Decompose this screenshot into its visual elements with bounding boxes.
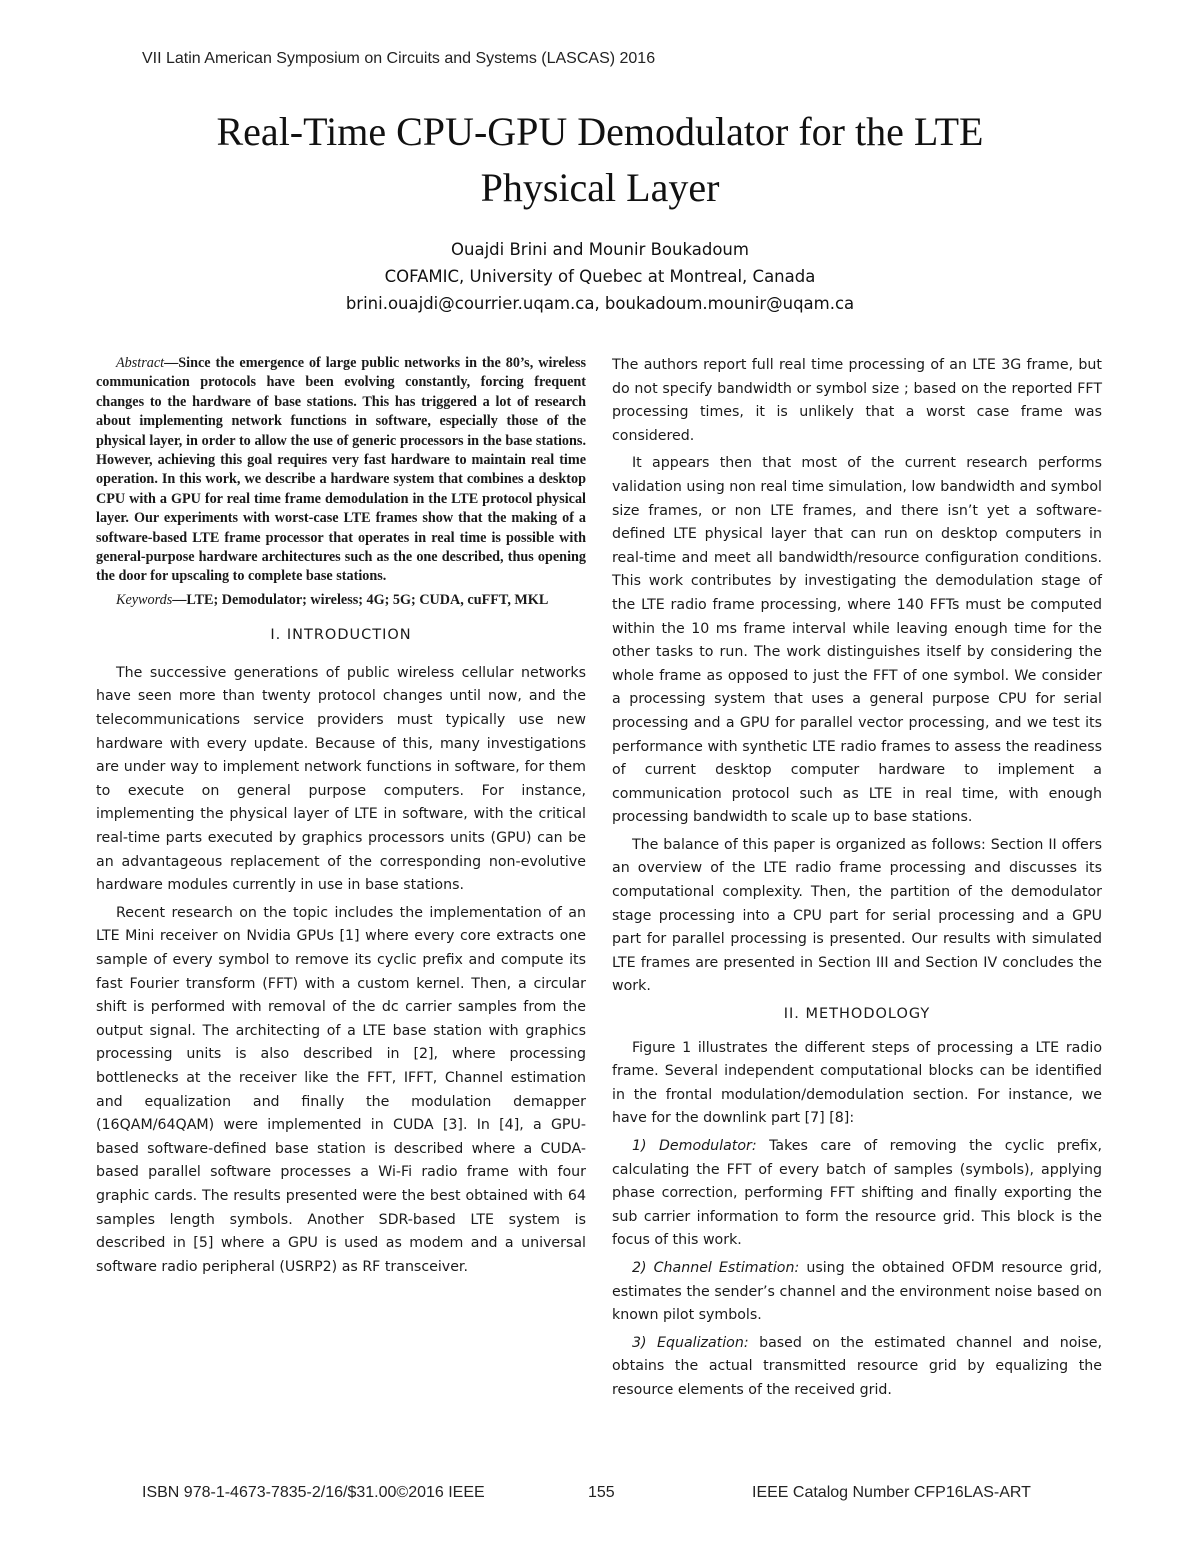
intro-paragraph-2: Recent research on the topic includes the implementation of an LTE Mini receiver on Nvidia GPUs [1] where every core extracts one sample of every symbol to remove its cyclic prefix and compute its fast Fourier transform (FFT) with a custom kernel. Then, a circular shift is performed with removal of the dc carrier samples from the output signal. The architecting of a LTE base station with graphics processing units is also described in [2], where processing bottlenecks at the receiver like the FFT, IFFT, Channel estimation and equalization and finally the modulation demapper (16QAM/64QAM) were implemented in CUDA [3]. In [4], a GPU-based software-defined base station is described where a CUDA-based parallel software processes a Wi-Fi radio frame with four graphic cards. The results presented were the best obtained with 64 samples length symbols. Another SDR-based LTE system is described in [5] where a GPU is used as modem and a universal software radio peripheral (USRP2) as RF transceiver. — [96, 904, 586, 1275]
list-item-demodulator — [612, 1135, 1102, 1253]
title-line-2: Physical Layer — [480, 165, 720, 210]
intro-paragraph-5: The balance of this paper is organized as follows: Section II offers an overview of the LTE radio frame processing and discusses its computational complexity. Then, the partition of the demodulator stage processing into a CPU part for serial processing and a GPU part for parallel processing is presented. Our results with simulated LTE frames are presented in Section III and Section IV concludes the work. — [612, 836, 1102, 995]
keywords-label: Keywords — [116, 591, 173, 608]
intro-paragraph-1: The successive generations of public wireless cellular networks have seen more than twenty protocol changes until now, and the telecommunications service providers must typically use new hardware with every update. Because of this, many investigations are under way to implement network functions in software, for them to execute on general purpose computers. For instance, implementing the physical layer of LTE in software, with the critical real-time parts executed by graphics processors units (GPU) can be an advantageous replacement of the corresponding non-evolutive hardware modules currently in use in base stations. — [96, 664, 586, 894]
abstract-label: Abstract — [116, 355, 165, 371]
footer-catalog-number: IEEE Catalog Number CFP16LAS-ART — [752, 1484, 1031, 1501]
methodology-paragraph-1: Figure 1 illustrates the different steps of processing a LTE radio frame. Several independent computational blocks can be identified in the frontal modulation/demodulation section. For instance, we have for the downlink part [7] [8]: — [612, 1039, 1102, 1127]
right-column — [612, 354, 1102, 1407]
author-block — [0, 236, 1200, 317]
section-heading-introduction: I. INTRODUCTION — [270, 627, 412, 644]
abstract-text: —Since the emergence of large public networks in the 80’s, wireless communication protocols have been evolving constantly, forcing frequent changes to the hardware of base stations. This has triggered a lot of research about implementing network functions in software, especially those of the physical layer, in order to allow the use of generic processors in the base stations. However, achieving this goal requires very fast hardware to maintain real time operation. In this work, we describe a hardware system that combines a desktop CPU with a GPU for real time frame demodulation in the LTE protocol physical layer. Our experiments with worst-case LTE frames show that the making of a software-based LTE frame processor that operates in real time is possible with general-purpose hardware architectures such as the one described, thus opening the door for upscaling to complete base stations. — [96, 355, 586, 585]
list-item-equalization — [612, 1332, 1102, 1403]
list-item-label: 1) Demodulator: — [632, 1138, 757, 1154]
list-item-label: 2) Channel Estimation: — [632, 1259, 800, 1276]
footer-page-number: 155 — [588, 1484, 615, 1501]
keywords-text: —LTE; Demodulator; wireless; 4G; 5G; CUDA, cuFFT, MKL — [172, 591, 549, 608]
section-heading-methodology: II. METHODOLOGY — [783, 1006, 931, 1023]
paper-title — [60, 104, 1140, 216]
list-item-label: 3) Equalization: — [632, 1334, 749, 1351]
keywords — [96, 591, 586, 610]
footer-isbn: ISBN 978-1-4673-7835-2/16/$31.00©2016 IEEE — [142, 1484, 485, 1501]
title-line-1: Real-Time CPU-GPU Demodulator for the LTE — [216, 109, 984, 154]
author-emails: brini.ouajdi@courrier.uqam.ca, boukadoum.mounir@uqam.ca — [345, 294, 855, 313]
intro-paragraph-3: The authors report full real time processing of an LTE 3G frame, but do not specify bandwidth or symbol size ; based on the reported FFT processing times, it is unlikely that a worst case frame was considered. — [612, 357, 1102, 444]
list-item-text: using the obtained OFDM resource grid, estimates the sender’s channel and the environment noise based on known pilot symbols. — [612, 1259, 1102, 1324]
left-column — [96, 354, 586, 1283]
list-item-channel-estimation — [612, 1257, 1102, 1328]
abstract — [96, 354, 586, 587]
list-item-text: based on the estimated channel and noise, obtains the actual transmitted resource grid by equalizing the resource elements of the received grid. — [612, 1334, 1102, 1398]
conference-header: VII Latin American Symposium on Circuits and Systems (LASCAS) 2016 — [142, 50, 656, 67]
author-names: Ouajdi Brini and Mounir Boukadoum — [451, 240, 749, 259]
author-affiliation: COFAMIC, University of Quebec at Montreal, Canada — [384, 267, 816, 286]
list-item-text: Takes care of removing the cyclic prefix, calculating the FFT of every batch of samples (symbols), applying phase correction, performing FFT shifting and finally exporting the sub carrier information to form the resource grid. This block is the focus of this work. — [612, 1138, 1102, 1249]
intro-paragraph-4: It appears then that most of the current research performs validation using non real time simulation, low bandwidth and symbol size frames, or non LTE frames, and there isn’t yet a software-defined LTE physical layer that can run on desktop computers in real-time and meet all bandwidth/resource configuration conditions. This work contributes by investigating the demodulation stage of the LTE radio frame processing, where 140 FFTs must be computed within the 10 ms frame interval while leaving enough time for the other tasks to run. The work distinguishes itself by considering the whole frame as opposed to just the FFT of one symbol. We consider a processing system that uses a general purpose CPU for serial processing and a GPU for parallel vector processing, and we test its performance with synthetic LTE radio frames to assess the readiness of current desktop computer hardware to implement a communication protocol such as LTE in real time, with enough processing bandwidth to scale up to base stations. — [612, 455, 1102, 826]
